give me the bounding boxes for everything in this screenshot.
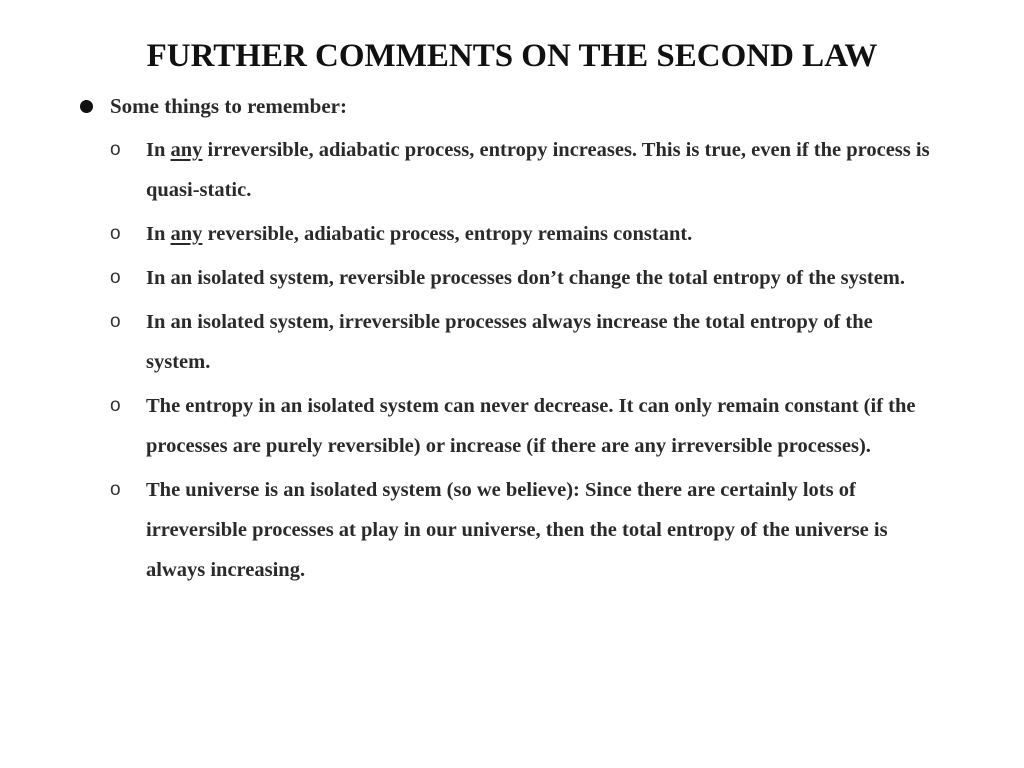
hollow-circle-icon: o xyxy=(110,223,121,244)
hollow-circle-icon: o xyxy=(110,139,121,160)
list-item xyxy=(110,302,930,382)
hollow-circle-icon: o xyxy=(110,311,121,332)
filled-circle-icon xyxy=(80,100,93,113)
list-item-text: In an isolated system, irreversible processes always increase the total entropy of the system. xyxy=(146,311,873,373)
list-item xyxy=(110,258,930,298)
main-bullet-text: Some things to remember: xyxy=(110,93,347,118)
hollow-circle-icon: o xyxy=(110,267,121,288)
main-bullet xyxy=(74,90,934,122)
list-item xyxy=(110,130,930,210)
list-item-text: In any irreversible, adiabatic process, entropy increases. This is true, even if the process is quasi-static. xyxy=(146,139,930,201)
list-item-text: In an isolated system, reversible processes don’t change the total entropy of the system. xyxy=(146,267,906,289)
list-item xyxy=(110,386,930,466)
list-item xyxy=(110,470,930,590)
sub-bullet-list xyxy=(110,130,930,594)
underlined-word: any xyxy=(170,223,203,245)
hollow-circle-icon: o xyxy=(110,479,121,500)
list-item-text: The entropy in an isolated system can never decrease. It can only remain constant (if the processes are purely reversible) or increase (if there are any irreversible processes). xyxy=(146,395,916,457)
slide-title: FURTHER COMMENTS ON THE SECOND LAW xyxy=(146,38,878,74)
underlined-word: any xyxy=(170,139,203,161)
list-item-text: The universe is an isolated system (so we believe): Since there are certainly lots of irreversible processes at play in our universe, then the total entropy of the universe is always increasing. xyxy=(146,479,888,581)
list-item xyxy=(110,214,930,254)
list-item-text: In any reversible, adiabatic process, entropy remains constant. xyxy=(146,223,693,245)
hollow-circle-icon: o xyxy=(110,395,121,416)
